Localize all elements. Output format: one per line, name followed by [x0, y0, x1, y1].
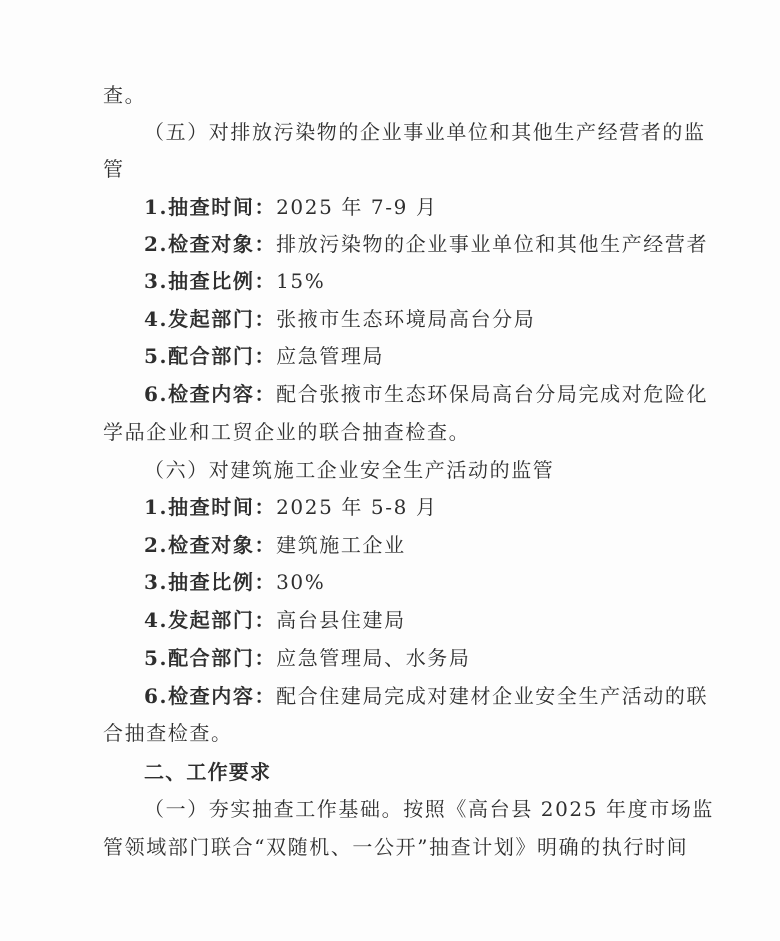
text-line: 管 — [103, 157, 125, 181]
item-value: 2025 年 5-8 月 — [276, 495, 438, 519]
text-line: 管领域部门联合“双随机、一公开”抽查计划》明确的执行时间 — [103, 835, 689, 859]
text-line: 合抽查检查。 — [103, 721, 233, 745]
item-value: 30% — [276, 570, 326, 594]
item-value: 建筑施工企业 — [276, 533, 406, 557]
section-heading-6: （六）对建筑施工企业安全生产活动的监管 — [144, 458, 555, 482]
item-label: 6.检查内容： — [144, 382, 277, 406]
item-check-time — [144, 193, 437, 221]
item-label: 5.配合部门： — [144, 646, 277, 670]
item-label: 5.配合部门： — [144, 344, 277, 368]
item-value: 高台县住建局 — [276, 608, 406, 632]
item-label: 4.发起部门： — [144, 307, 277, 331]
item-check-time — [144, 493, 437, 521]
item-check-ratio — [144, 267, 325, 295]
section-heading-work-requirements: 二、工作要求 — [144, 760, 272, 784]
item-label: 3.抽查比例： — [144, 570, 277, 594]
item-value: 配合张掖市生态环保局高台分局完成对危险化 — [276, 382, 709, 406]
item-initiating-dept — [144, 606, 406, 634]
text-line: （一）夯实抽查工作基础。按照《高台县 2025 年度市场监 — [144, 797, 715, 821]
item-label: 2.检查对象： — [144, 533, 277, 557]
item-value: 张掖市生态环境局高台分局 — [276, 307, 536, 331]
item-check-content — [144, 380, 708, 408]
item-value: 配合住建局完成对建材企业安全生产活动的联 — [276, 684, 709, 708]
item-label: 6.检查内容： — [144, 684, 277, 708]
item-label: 4.发起部门： — [144, 608, 277, 632]
item-check-target — [144, 230, 708, 258]
item-value: 应急管理局 — [276, 344, 385, 368]
item-label: 2.检查对象： — [144, 232, 277, 256]
section-heading-5: （五）对排放污染物的企业事业单位和其他生产经营者的监 — [144, 120, 706, 144]
text-line: 查。 — [103, 83, 147, 107]
item-value: 2025 年 7-9 月 — [276, 195, 438, 219]
item-value: 应急管理局、水务局 — [276, 646, 471, 670]
item-cooperating-dept — [144, 342, 384, 370]
item-initiating-dept — [144, 305, 535, 333]
item-value: 15% — [276, 269, 326, 293]
item-check-content — [144, 682, 708, 710]
item-label: 1.抽查时间： — [144, 495, 277, 519]
item-value: 排放污染物的企业事业单位和其他生产经营者 — [276, 232, 709, 256]
item-check-ratio — [144, 568, 325, 596]
item-cooperating-dept — [144, 644, 471, 672]
item-label: 3.抽查比例： — [144, 269, 277, 293]
item-label: 1.抽查时间： — [144, 195, 277, 219]
text-line: 学品企业和工贸企业的联合抽查检查。 — [103, 420, 471, 444]
item-check-target — [144, 531, 406, 559]
